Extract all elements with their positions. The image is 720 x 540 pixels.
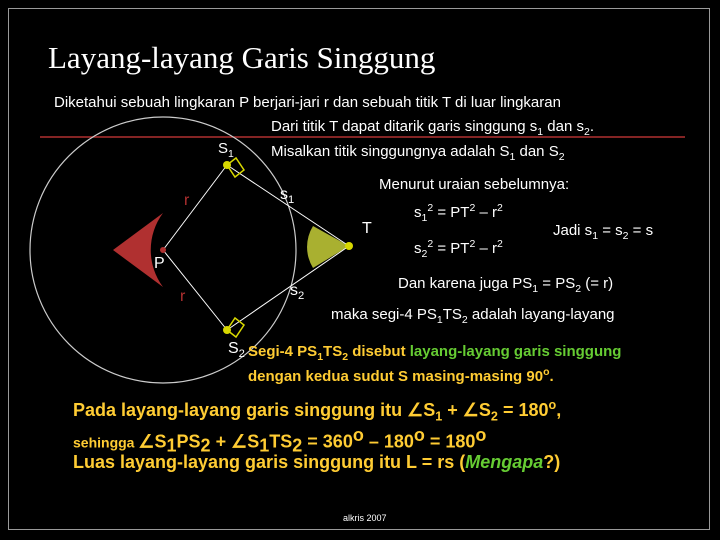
maka-text: maka segi-4 $PS_1TS_2$ adalah layang-layang [331,306,615,326]
label-r-bottom: r [180,288,186,305]
label-T: T [362,220,372,237]
luas-text: Luas layang-layang garis singgung itu L = rs (Mengapa?) [73,452,561,472]
intro-text: Diketahui sebuah lingkaran P berjari-jari r dan sebuah titik T di luar lingkaran [54,94,561,111]
desc-line-2: Misalkan titik singgungnya adalah $S_1$ dan $S_2$ [271,143,565,163]
radius-ps1 [163,165,227,250]
footer-credit: alkris 2007 [343,513,387,523]
label-S2: $S_2$ [228,340,245,361]
desc-line-1: Dari titik T dapat ditarik garis singgung $s_1$ dan $s_2$. [271,118,594,138]
point-s2 [223,326,231,334]
point-s1 [223,161,231,169]
label-r-top: r [184,192,190,209]
equation-1: $s_1^2 = PT^2 - r^2$ [414,202,503,224]
label-s2-tangent: $s_2$ [290,282,305,303]
karena-text: Dan karena juga $PS_1 = PS_2$ (= r) [398,275,614,295]
point-p [160,247,166,253]
menurut-text: Menurut uraian sebelumnya: [379,176,570,193]
label-s1-tangent: $s_1$ [280,186,295,207]
label-S1: $S_1$ [218,140,234,160]
pada-text: Pada layang-layang garis singgung itu $\angle S_1$ + $\angle S_2 = 180^o$, [73,398,562,424]
kedua-text: dengan kedua sudut S masing-masing 90$^o$. [248,366,554,385]
label-P: P [154,255,165,272]
slide-title: Layang-layang Garis Singgung [48,40,436,75]
jadi-text: Jadi $s_1 = s_2 = s$ [553,222,654,242]
angle-p-sector [113,213,163,287]
radius-ps2 [163,250,227,330]
segi-text: Segi-4 $PS_1TS_2$ disebut layang-layang garis singgung [248,343,622,363]
point-t [345,242,353,250]
sehingga-text: sehingga $\angle S_1PS_2$ + $\angle S_1TS_2 = 360^o - 180^o = 180^o$ [73,425,487,456]
equation-2: $s_2^2 = PT^2 - r^2$ [414,238,503,260]
